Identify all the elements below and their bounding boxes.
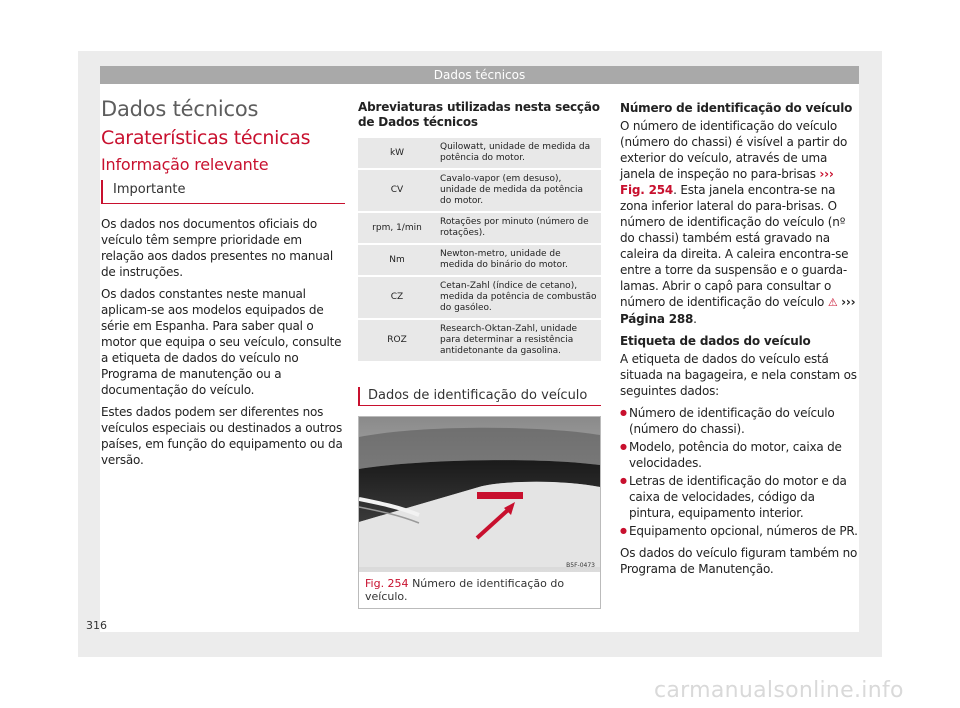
paragraph: Os dados constantes neste manual aplicam-se aos modelos equipados de série em Espanha. Para saber qual o motor que equipa o seu veículo, consulte a etiqueta de dados do veículo no Programa de manutenção ou a documentação do veículo. <box>101 287 342 397</box>
figure-reference-link[interactable]: ››› Fig. 254 <box>620 167 834 197</box>
figure-caption-text: Número de identificação do veículo. <box>365 577 565 603</box>
abbreviation-cell: rpm, 1/min <box>358 213 436 243</box>
vehicle-id-heading: Dados de identificação do veículo <box>358 387 601 405</box>
text-run: O número de identificação do veículo (número do chassi) é visível a partir do exterior do veículo, através de uma janela de inspeção no para-brisas <box>620 119 848 181</box>
table-row <box>358 170 601 211</box>
list-item: ● Letras de identificação do motor e da caixa de velocidades, código da pintura, equipamento interior. <box>620 473 860 521</box>
definition-cell: Rotações por minuto (número de rotações). <box>436 213 601 243</box>
paragraph: A etiqueta de dados do veículo está situada na bagageira, e nela constam os seguintes dados: <box>620 352 857 398</box>
text-run: . <box>693 312 697 326</box>
figure-code: B5F-0473 <box>566 562 595 569</box>
table-row <box>358 320 601 361</box>
subheading-data-label: Etiqueta de dados do veículo <box>620 334 811 348</box>
windscreen-photo <box>359 417 600 572</box>
definition-cell: Quilowatt, unidade de medida da potência do motor. <box>436 138 601 168</box>
abbreviation-cell: CV <box>358 170 436 211</box>
right-column <box>620 100 860 583</box>
table-row <box>358 245 601 275</box>
definition-cell: Cetan-Zahl (índice de cetano), medida da potência de combustão do gasóleo. <box>436 277 601 318</box>
abbreviation-cell: ROZ <box>358 320 436 361</box>
paragraph: Os dados nos documentos oficiais do veículo têm sempre prioridade em relação aos dados presentes no manual de instruções. <box>101 217 333 279</box>
figure-254 <box>358 416 601 609</box>
abbreviation-cell: Nm <box>358 245 436 275</box>
page-reference-link[interactable]: ››› Página 288 <box>620 295 856 326</box>
middle-column <box>358 100 601 609</box>
subsection-title: Informação relevante <box>101 155 269 174</box>
heading-rule <box>101 203 345 204</box>
list-item: ● Modelo, potência do motor, caixa de velocidades. <box>620 439 860 471</box>
definition-cell: Cavalo-vapor (em desuso), unidade de medida da potência do motor. <box>436 170 601 211</box>
watermark: carmanualsonline.info <box>654 678 904 703</box>
bullet-list <box>620 405 860 539</box>
chapter-title: Dados técnicos <box>101 97 259 121</box>
definition-cell: Research-Oktan-Zahl, unidade para determinar a resistência antidetonante da gasolina. <box>436 320 601 361</box>
list-item: ● Número de identificação do veículo (número do chassi). <box>620 405 860 437</box>
abbreviation-cell: kW <box>358 138 436 168</box>
running-header: Dados técnicos <box>100 66 859 84</box>
table-row <box>358 277 601 318</box>
subheading-vin: Número de identificação do veículo <box>620 101 853 115</box>
list-item: ● Equipamento opcional, números de PR. <box>620 523 860 539</box>
table-row <box>358 213 601 243</box>
heading-rule <box>358 405 601 406</box>
abbreviation-cell: CZ <box>358 277 436 318</box>
paragraph: Estes dados podem ser diferentes nos veículos especiais ou destinados a outros países, em função do equipamento ou da versão. <box>101 405 343 467</box>
topic-heading: Importante <box>101 180 345 203</box>
text-run: . Esta janela encontra-se na zona inferior lateral do para-brisas. O número de identificação do veículo (nº do chassi) também está gravado na caleira da direita. A caleira encontra-se entre a torre da suspensão e o guarda-lamas. Abrir o capô para consultar o número de identificação do veículo <box>620 183 849 309</box>
figure-caption <box>359 572 600 608</box>
abbreviations-table <box>358 136 601 363</box>
paragraph <box>620 118 860 327</box>
figure-number: Fig. 254 <box>365 577 409 590</box>
left-column <box>101 97 345 474</box>
table-title: Abreviaturas utilizadas nesta secção de Dados técnicos <box>358 100 600 129</box>
table-row <box>358 138 601 168</box>
section-title: Caraterísticas técnicas <box>101 127 311 149</box>
definition-cell: Newton-metro, unidade de medida do binário do motor. <box>436 245 601 275</box>
page-number: 316 <box>86 619 107 632</box>
paragraph: Os dados do veículo figuram também no Programa de Manutenção. <box>620 546 858 576</box>
warning-icon: ⚠ <box>827 296 838 309</box>
